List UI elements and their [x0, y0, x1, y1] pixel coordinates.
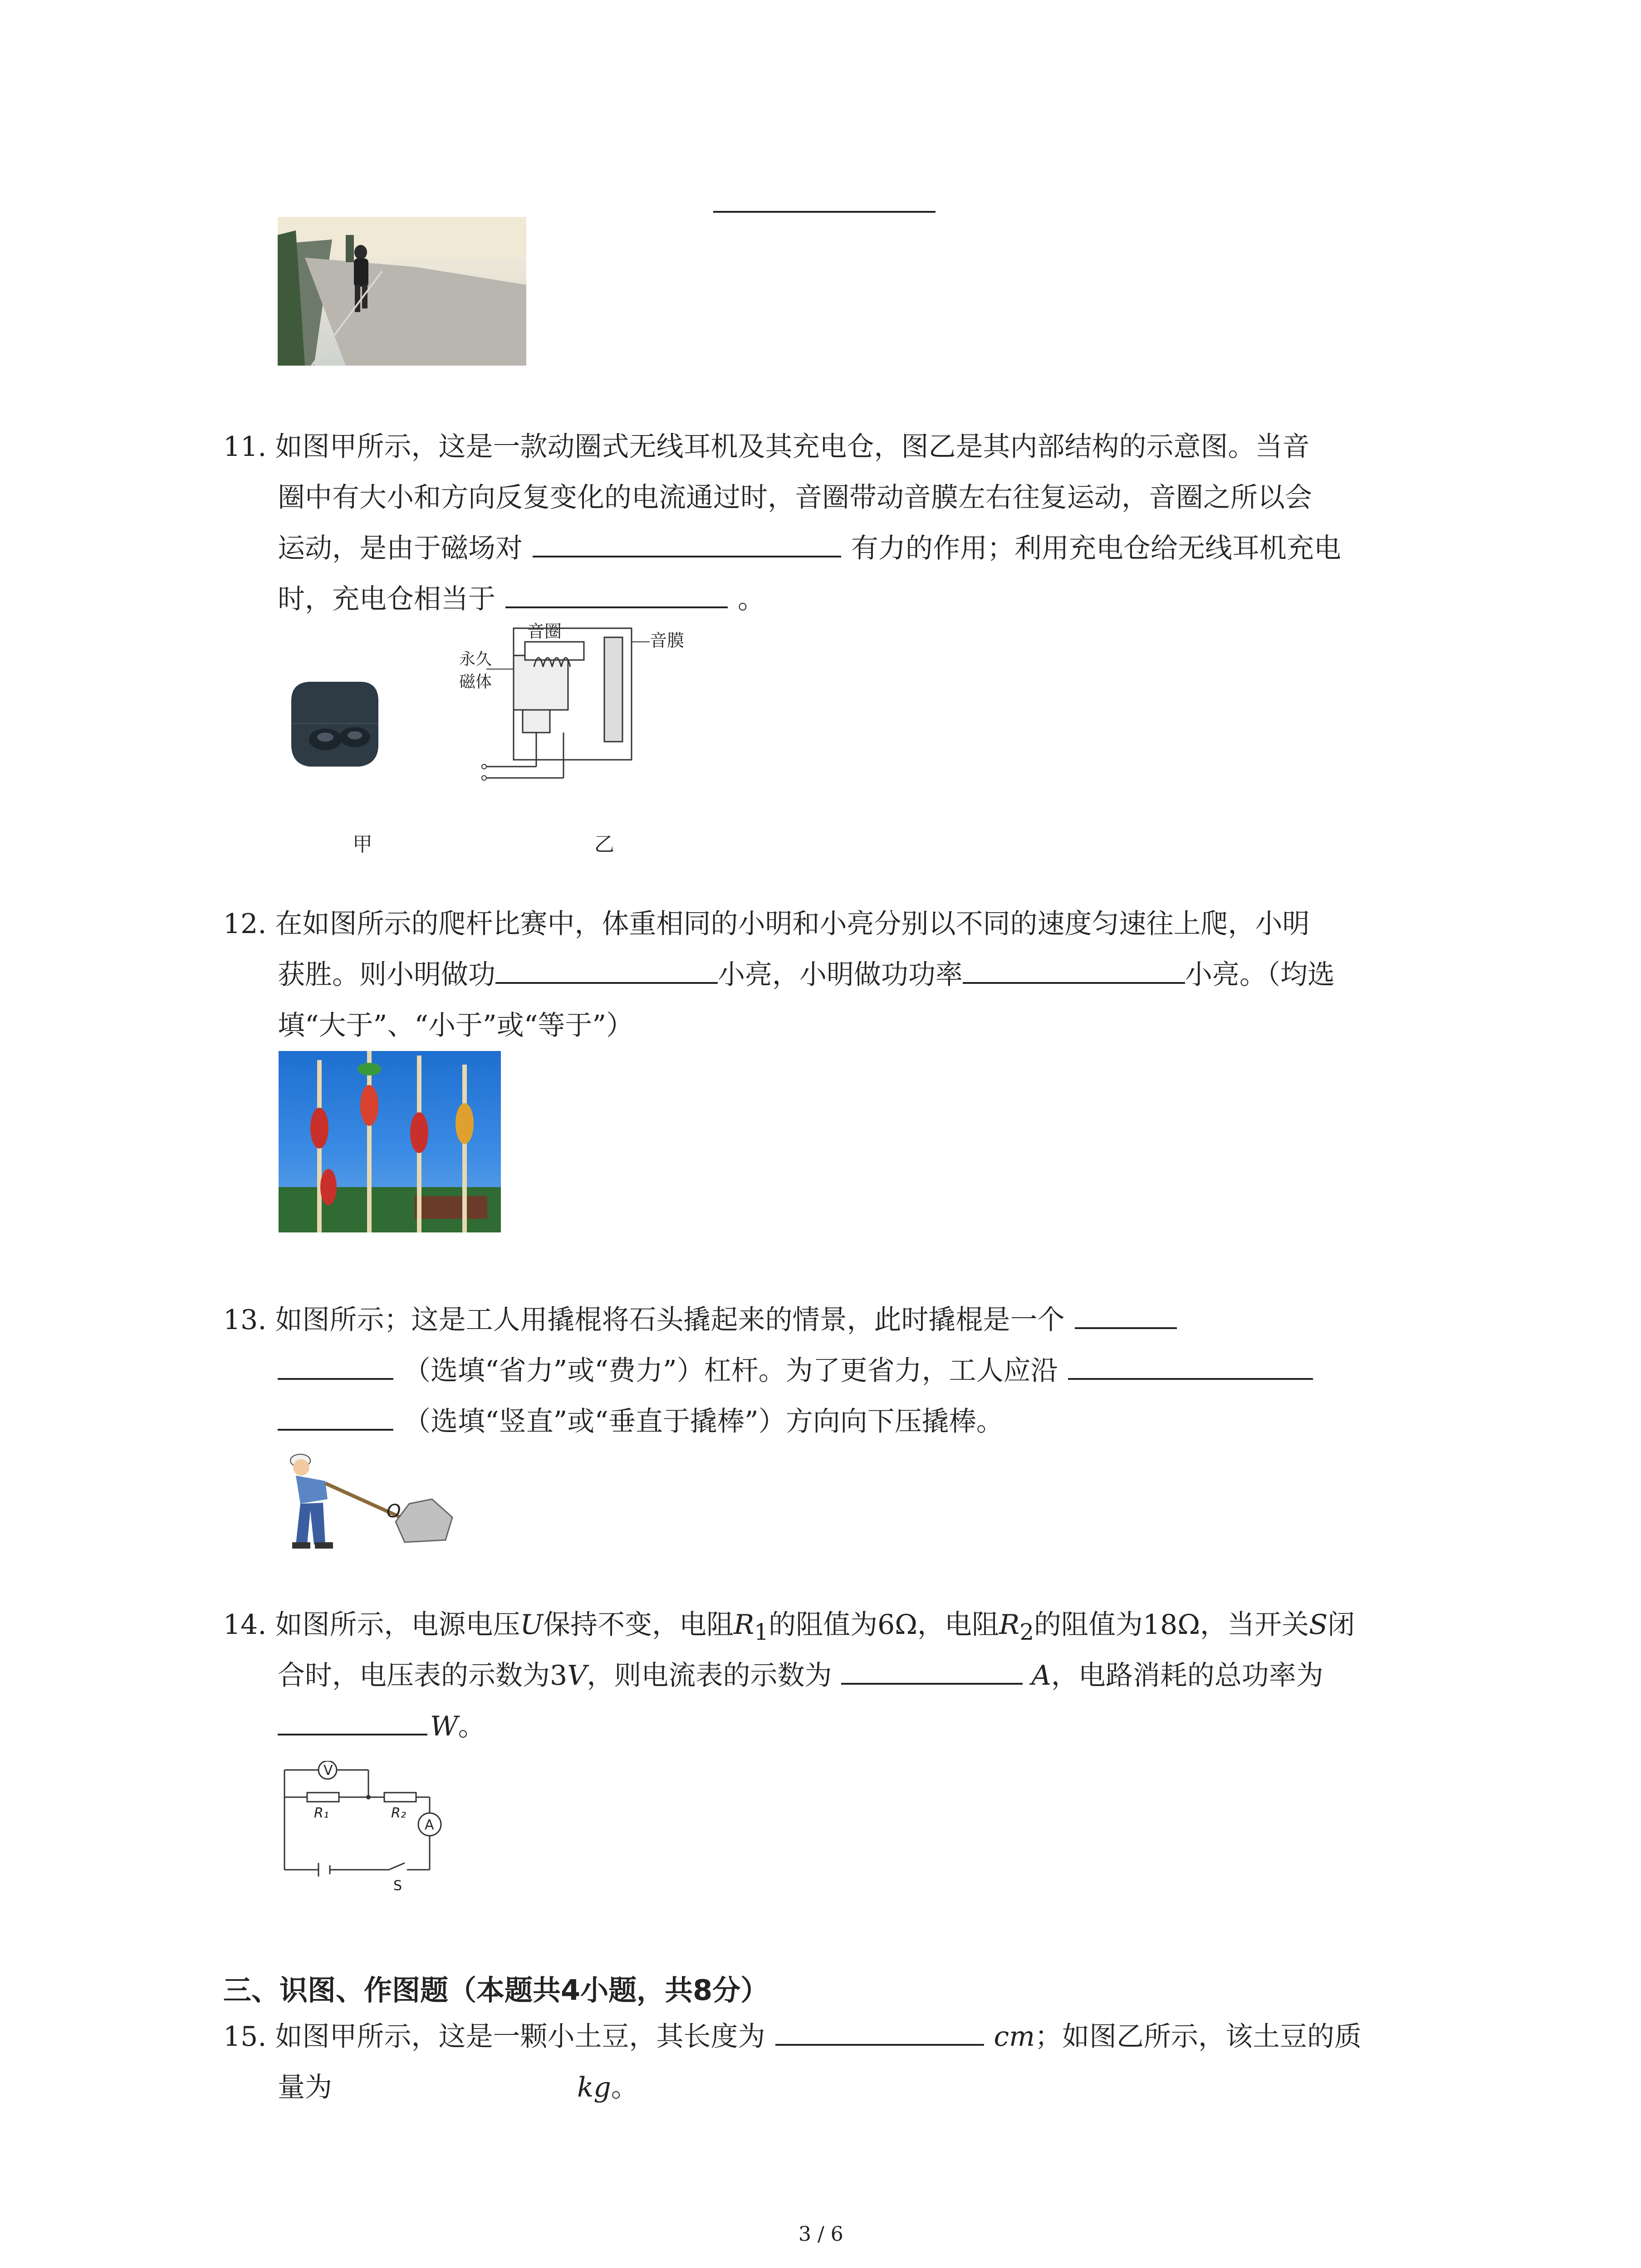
q15-text-2c: 。: [611, 2072, 638, 2103]
switch-label: S: [393, 1878, 402, 1894]
q15-text-1c: ；如图乙所示，该土豆的质: [1035, 2021, 1362, 2053]
q14-text: 的阻值为18Ω，当开关: [1034, 1609, 1309, 1641]
q11-text-2: 圈中有大小和方向反复变化的电流通过时，音圈带动音膜左右往复运动，音圈之所以会: [278, 482, 1312, 513]
question-number: 11.: [223, 431, 267, 463]
q12-answer-blank-1[interactable]: [495, 957, 718, 984]
question-14: [223, 1607, 1471, 1906]
q15-text-1a: 如图甲所示，这是一颗小土豆，其长度为: [275, 2021, 765, 2053]
q14-text: 保持不变，电阻: [543, 1609, 734, 1641]
caption-yi: 乙: [594, 833, 614, 856]
q15-text-2a: 量为: [278, 2072, 332, 2103]
q14-text: 如图所示，电源电压: [275, 1609, 520, 1641]
q13-text-3a: （选填“竖直”或“垂直于撬棒”）方向向下压撬棒。: [403, 1406, 1004, 1437]
unit-cm: cm: [994, 2021, 1035, 2053]
q13-answer-blank-1b[interactable]: [278, 1353, 393, 1380]
q14-text: 。: [458, 1711, 485, 1742]
q14-text: 合时，电压表的示数为3: [278, 1660, 568, 1691]
q14-answer-blank-2[interactable]: [278, 1708, 427, 1735]
q12-line-1: [223, 906, 1310, 942]
magnet-label-2: 磁体: [459, 673, 492, 691]
q14-text: 闭: [1327, 1609, 1355, 1641]
q12-text-2b: 小亮，小明做功功率: [718, 959, 963, 991]
q13-text-1: 如图所示；这是工人用撬棍将石头撬起来的情景，此时撬棍是一个: [275, 1304, 1065, 1336]
q13-line-3: [278, 1403, 1004, 1440]
page-number: 3 / 6: [798, 2223, 843, 2246]
voltmeter-label: V: [323, 1763, 333, 1779]
question-12: [223, 906, 1448, 1232]
q12-text-3: 填“大于”、“小于”或“等于”）: [278, 1010, 634, 1041]
q13-text-2a: （选填“省力”或“费力”）杠杆。为了更省力，工人应沿: [403, 1355, 1058, 1387]
question-15: [223, 2019, 1471, 2127]
q11-line-1: [223, 429, 1310, 465]
section-3-title: 三、识图、作图题（本题共4小题，共8分）: [223, 1974, 769, 2007]
q12-text-1: 在如图所示的爬杆比赛中，体重相同的小明和小亮分别以不同的速度匀速往上爬，小明: [275, 908, 1310, 940]
q14-line-2: [278, 1657, 1323, 1694]
q14-text: 的阻值为6Ω，电阻: [769, 1609, 999, 1641]
q11-text-3a: 运动，是由于磁场对: [278, 533, 523, 564]
question-number: 14.: [223, 1609, 267, 1641]
q12-line-2: [278, 957, 1335, 993]
q10-running-photo: [278, 217, 526, 366]
q15-line-2: [278, 2069, 638, 2106]
q13-line-1: [223, 1302, 1177, 1338]
q14-line-3: [278, 1708, 485, 1745]
unit-kg: kg: [577, 2072, 611, 2103]
q14-text: ，则电流表的示数为: [587, 1660, 832, 1691]
magnet-label-1: 永久: [459, 650, 492, 669]
subscript-1: 1: [754, 1619, 769, 1645]
q13-answer-blank-2a[interactable]: [1068, 1353, 1313, 1380]
q13-answer-blank-2b[interactable]: [278, 1403, 393, 1431]
q13-line-2: [278, 1353, 1313, 1389]
q13-answer-blank-1a[interactable]: [1075, 1302, 1177, 1329]
q12-text-2c: 小亮。（均选: [1185, 959, 1335, 991]
q14-line-1: [223, 1607, 1355, 1650]
membrane-label: 音膜: [650, 631, 685, 650]
q15-answer-blank-1[interactable]: [775, 2019, 984, 2046]
q14-text: ，电路消耗的总功率为: [1051, 1660, 1323, 1691]
q11-answer-blank-2[interactable]: [505, 581, 728, 608]
ammeter-label: A: [425, 1817, 434, 1833]
speaker-structure-diagram: [459, 619, 731, 787]
unit-a: A: [1031, 1660, 1051, 1691]
question-number: 13.: [223, 1304, 267, 1336]
q12-answer-blank-2[interactable]: [963, 957, 1185, 984]
question-11: [223, 429, 1448, 887]
coil-label: 音圈: [527, 621, 562, 641]
question-number: 15.: [223, 2021, 267, 2053]
q11-text-1: 如图甲所示，这是一款动圈式无线耳机及其充电仓，图乙是其内部结构的示意图。当音: [275, 431, 1310, 463]
symbol-u: U: [520, 1609, 544, 1641]
pivot-label: O: [387, 1501, 401, 1522]
q12-line-3: [278, 1007, 633, 1044]
q11-text-4b: 。: [738, 583, 765, 615]
caption-jia: 甲: [353, 833, 372, 856]
pole-climbing-photo: [279, 1051, 501, 1232]
earphone-case-photo: [282, 674, 387, 778]
q11-text-3b: 有力的作用；利用充电仓给无线耳机充电: [851, 533, 1341, 564]
symbol-r1: R: [734, 1609, 754, 1641]
question-number: 12.: [223, 908, 267, 940]
circuit-diagram: [280, 1761, 452, 1897]
q11-line-4: [278, 581, 765, 617]
symbol-s: S: [1309, 1609, 1328, 1641]
r2-label: R₂: [391, 1805, 406, 1821]
q11-line-2: [278, 479, 1312, 516]
q11-line-3: [278, 530, 1341, 567]
question-13: [223, 1302, 1448, 1556]
q11-text-4a: 时，充电仓相当于: [278, 583, 495, 615]
lever-worker-figure: [282, 1449, 455, 1554]
r1-label: R₁: [314, 1805, 329, 1821]
unit-w: W: [430, 1711, 458, 1742]
unit-v: V: [567, 1660, 587, 1691]
symbol-r2: R: [999, 1609, 1020, 1641]
q12-text-2a: 获胜。则小明做功: [278, 959, 495, 991]
q14-answer-blank-1[interactable]: [841, 1657, 1023, 1685]
q11-answer-blank-1[interactable]: [533, 530, 841, 557]
subscript-2: 2: [1019, 1619, 1034, 1645]
q15-line-1: [223, 2019, 1362, 2055]
q10-answer-blank: [713, 211, 936, 213]
